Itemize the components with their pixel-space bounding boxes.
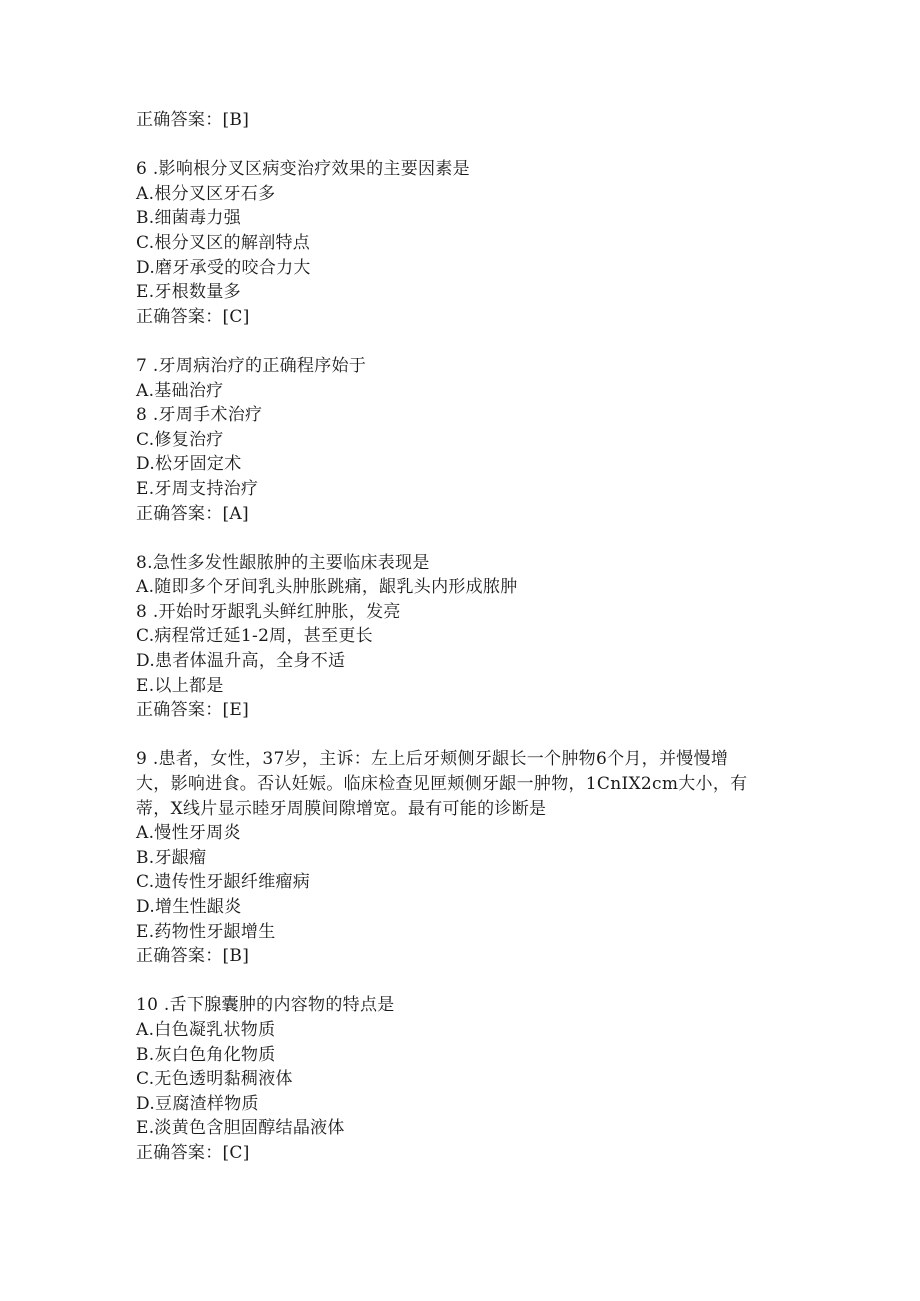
option-d: D.患者体温升高，全身不适: [136, 651, 346, 672]
option-b: B.牙龈瘤: [136, 847, 207, 868]
document-page: [136, 108, 786, 1166]
spacer: [136, 133, 786, 158]
question-10: [136, 993, 786, 1165]
option-a: A.基础治疗: [136, 380, 224, 401]
spacer: [136, 329, 786, 354]
answer-line: 正确答案：[A]: [136, 503, 249, 524]
question-stem-line-2: 大，影响进食。否认妊娠。临床检查见匣颊侧牙龈一肿物，1CnIX2cm大小，有: [136, 774, 748, 795]
spacer: [136, 526, 786, 551]
option-c: C.病程常迁延1-2周，甚至更长: [136, 626, 373, 647]
option-e: E.药物性牙龈增生: [136, 921, 276, 942]
option-e: E.以上都是: [136, 675, 224, 696]
option-e: E.牙周支持治疗: [136, 478, 259, 499]
option-a: A.慢性牙周炎: [136, 823, 241, 844]
option-b: B.灰白色角化物质: [136, 1044, 276, 1065]
answer-line: 正确答案：[C]: [136, 1142, 250, 1163]
option-b: B.细菌毒力强: [136, 208, 241, 229]
option-a: A.随即多个牙间乳头肿胀跳痛，龈乳头内形成脓肿: [136, 577, 518, 598]
question-9: [136, 747, 786, 968]
spacer: [136, 969, 786, 994]
question-stem-line-1: 9 .患者，女性，37岁，主诉：左上后牙颊侧牙龈长一个肿物6个月，并慢慢增: [136, 749, 729, 770]
option-a: A.根分叉区牙石多: [136, 183, 276, 204]
question-stem: 8.急性多发性龈脓肿的主要临床表现是: [136, 552, 430, 573]
option-b: 8 .开始时牙龈乳头鲜红肿胀，发亮: [136, 601, 401, 622]
option-d: D.增生性龈炎: [136, 897, 242, 917]
option-d: D.磨牙承受的咬合力大: [136, 257, 311, 278]
option-a: A.白色凝乳状物质: [136, 1019, 276, 1040]
option-c: C.无色透明黏稠液体: [136, 1069, 293, 1090]
option-c: C.根分叉区的解剖特点: [136, 232, 311, 253]
option-e: E.淡黄色含胆固醇结晶液体: [136, 1118, 345, 1139]
option-e: E.牙根数量多: [136, 282, 241, 303]
answer-line: 正确答案：[B]: [136, 946, 250, 967]
answer-line: 正确答案：[B]: [136, 110, 250, 130]
question-stem: 7 .牙周病治疗的正确程序始于: [136, 355, 367, 376]
option-c: C.遗传性牙龈纤维瘤病: [136, 872, 311, 893]
answer-line: 正确答案：[C]: [136, 306, 250, 327]
option-c: C.修复治疗: [136, 429, 224, 450]
option-d: D.豆腐渣样物质: [136, 1093, 259, 1114]
question-8: [136, 551, 786, 723]
option-d: D.松牙固定术: [136, 454, 242, 475]
question-7: [136, 354, 786, 526]
answer-line: 正确答案：[E]: [136, 700, 250, 721]
spacer: [136, 723, 786, 748]
option-b: 8 .牙周手术治疗: [136, 405, 263, 426]
question-stem-line-3: 蒂，X线片显示睦牙周膜间隙增宽。最有可能的诊断是: [136, 798, 547, 819]
question-stem: 6 .影响根分叉区病变治疗效果的主要因素是: [136, 159, 470, 180]
question-6: [136, 157, 786, 329]
question-stem: 10 .舌下腺囊肿的内容物的特点是: [136, 995, 395, 1016]
